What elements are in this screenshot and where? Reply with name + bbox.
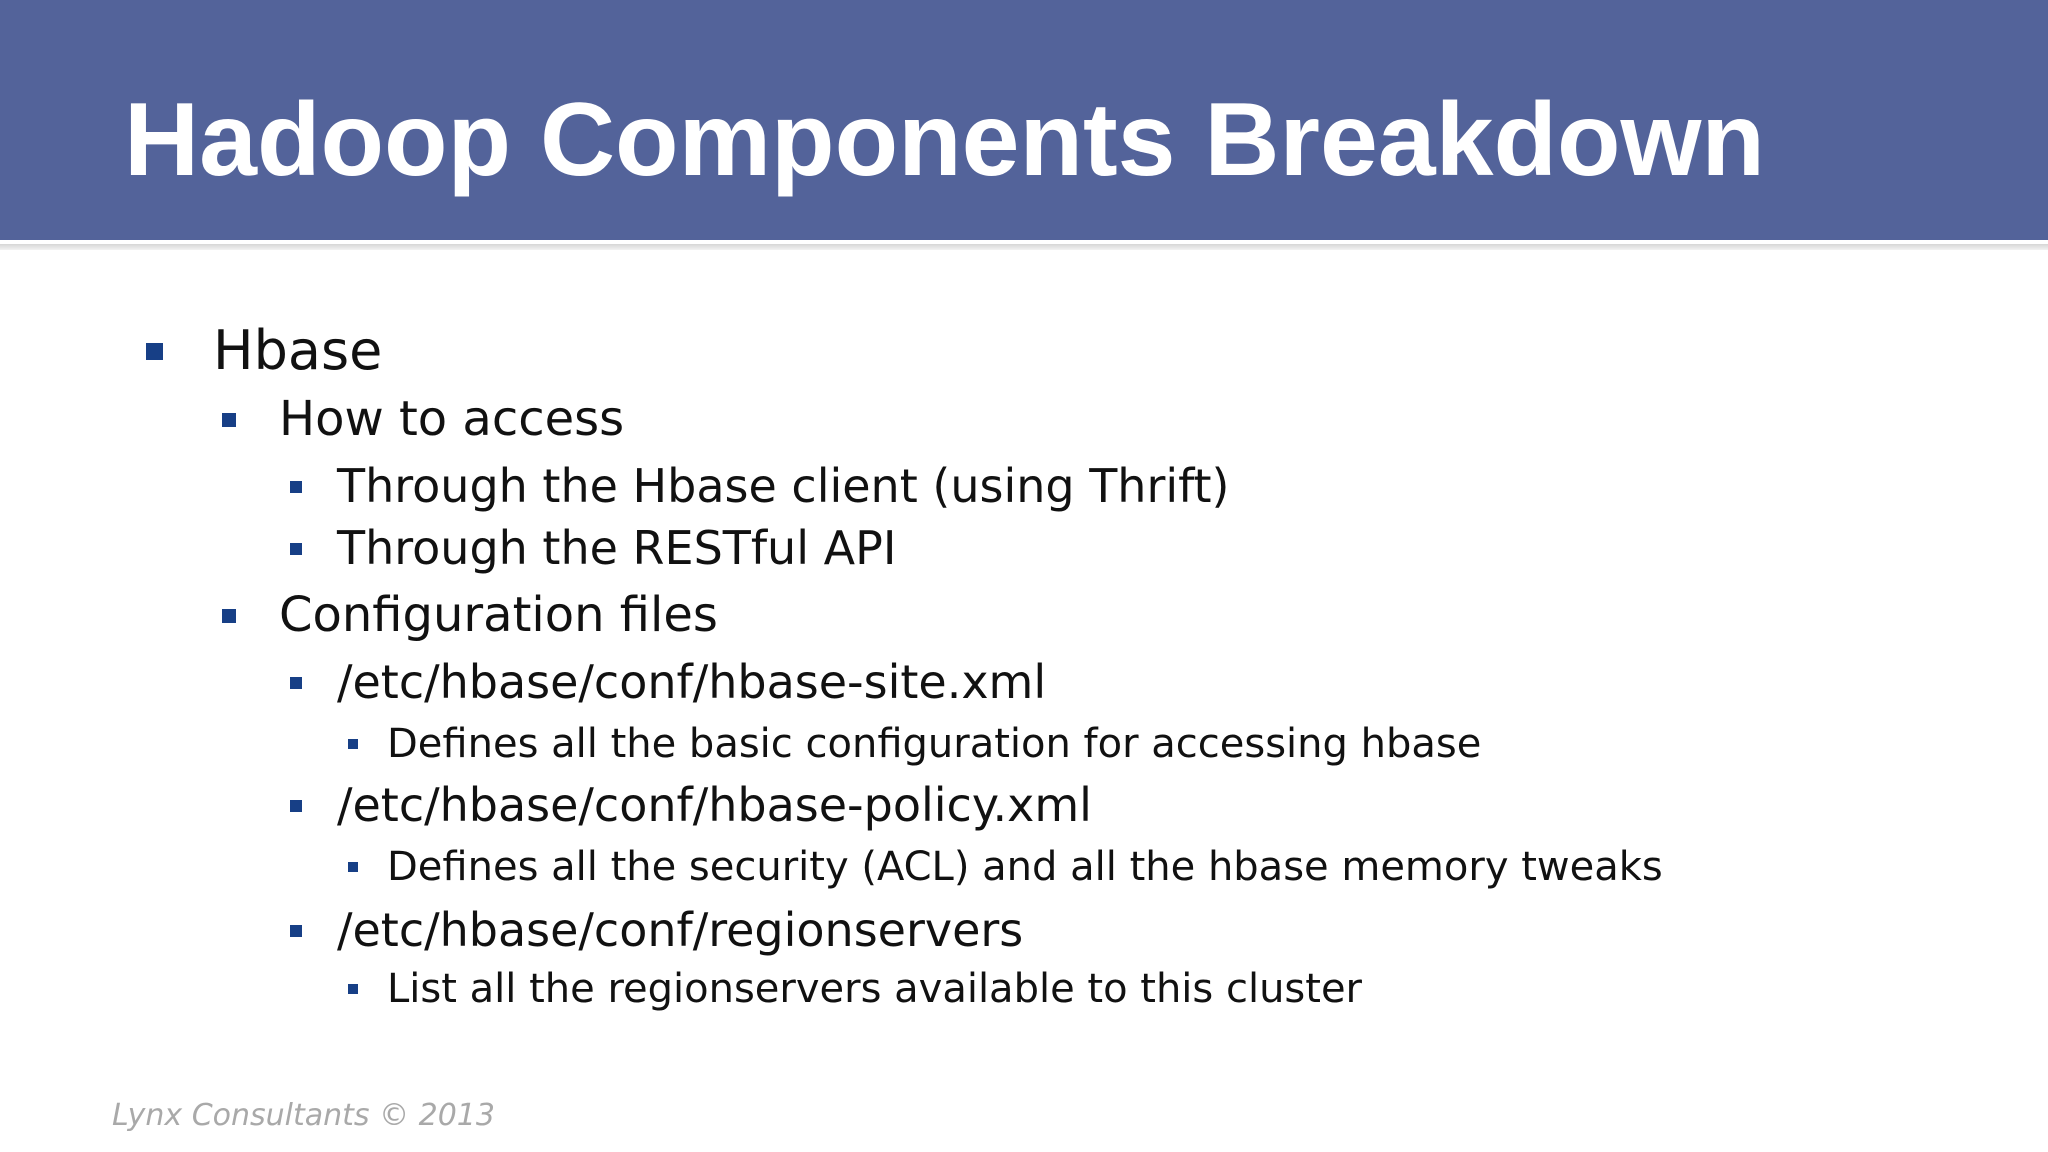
outline-item-text: List all the regionservers available to this cluster	[387, 966, 1362, 1012]
square-bullet-icon	[146, 343, 163, 360]
square-bullet-icon	[290, 677, 302, 689]
outline-item-text: Hbase	[213, 319, 383, 382]
outline-item-text: /etc/hbase/conf/regionservers	[337, 903, 1024, 957]
outline-item-text: /etc/hbase/conf/hbase-site.xml	[337, 655, 1047, 709]
square-bullet-icon	[290, 925, 302, 937]
footer-copyright: Lynx Consultants © 2013	[112, 1098, 495, 1133]
outline-item-text: How to access	[279, 391, 625, 447]
square-bullet-icon	[222, 609, 236, 623]
square-bullet-icon	[222, 413, 236, 427]
outline-item-text: Through the Hbase client (using Thrift)	[337, 459, 1230, 513]
square-bullet-icon	[290, 800, 302, 812]
outline-item-text: Defines all the basic configuration for accessing hbase	[387, 721, 1482, 767]
square-bullet-icon	[348, 862, 358, 872]
square-bullet-icon	[348, 984, 358, 994]
outline-item-text: Through the RESTful API	[337, 521, 897, 575]
square-bullet-icon	[290, 543, 302, 555]
square-bullet-icon	[290, 481, 302, 493]
outline-item-text: Configuration files	[279, 587, 718, 643]
outline-item-text: /etc/hbase/conf/hbase-policy.xml	[337, 778, 1092, 832]
slide-title: Hadoop Components Breakdown	[124, 82, 1765, 198]
square-bullet-icon	[348, 739, 358, 749]
outline-item-text: Defines all the security (ACL) and all the hbase memory tweaks	[387, 844, 1663, 890]
